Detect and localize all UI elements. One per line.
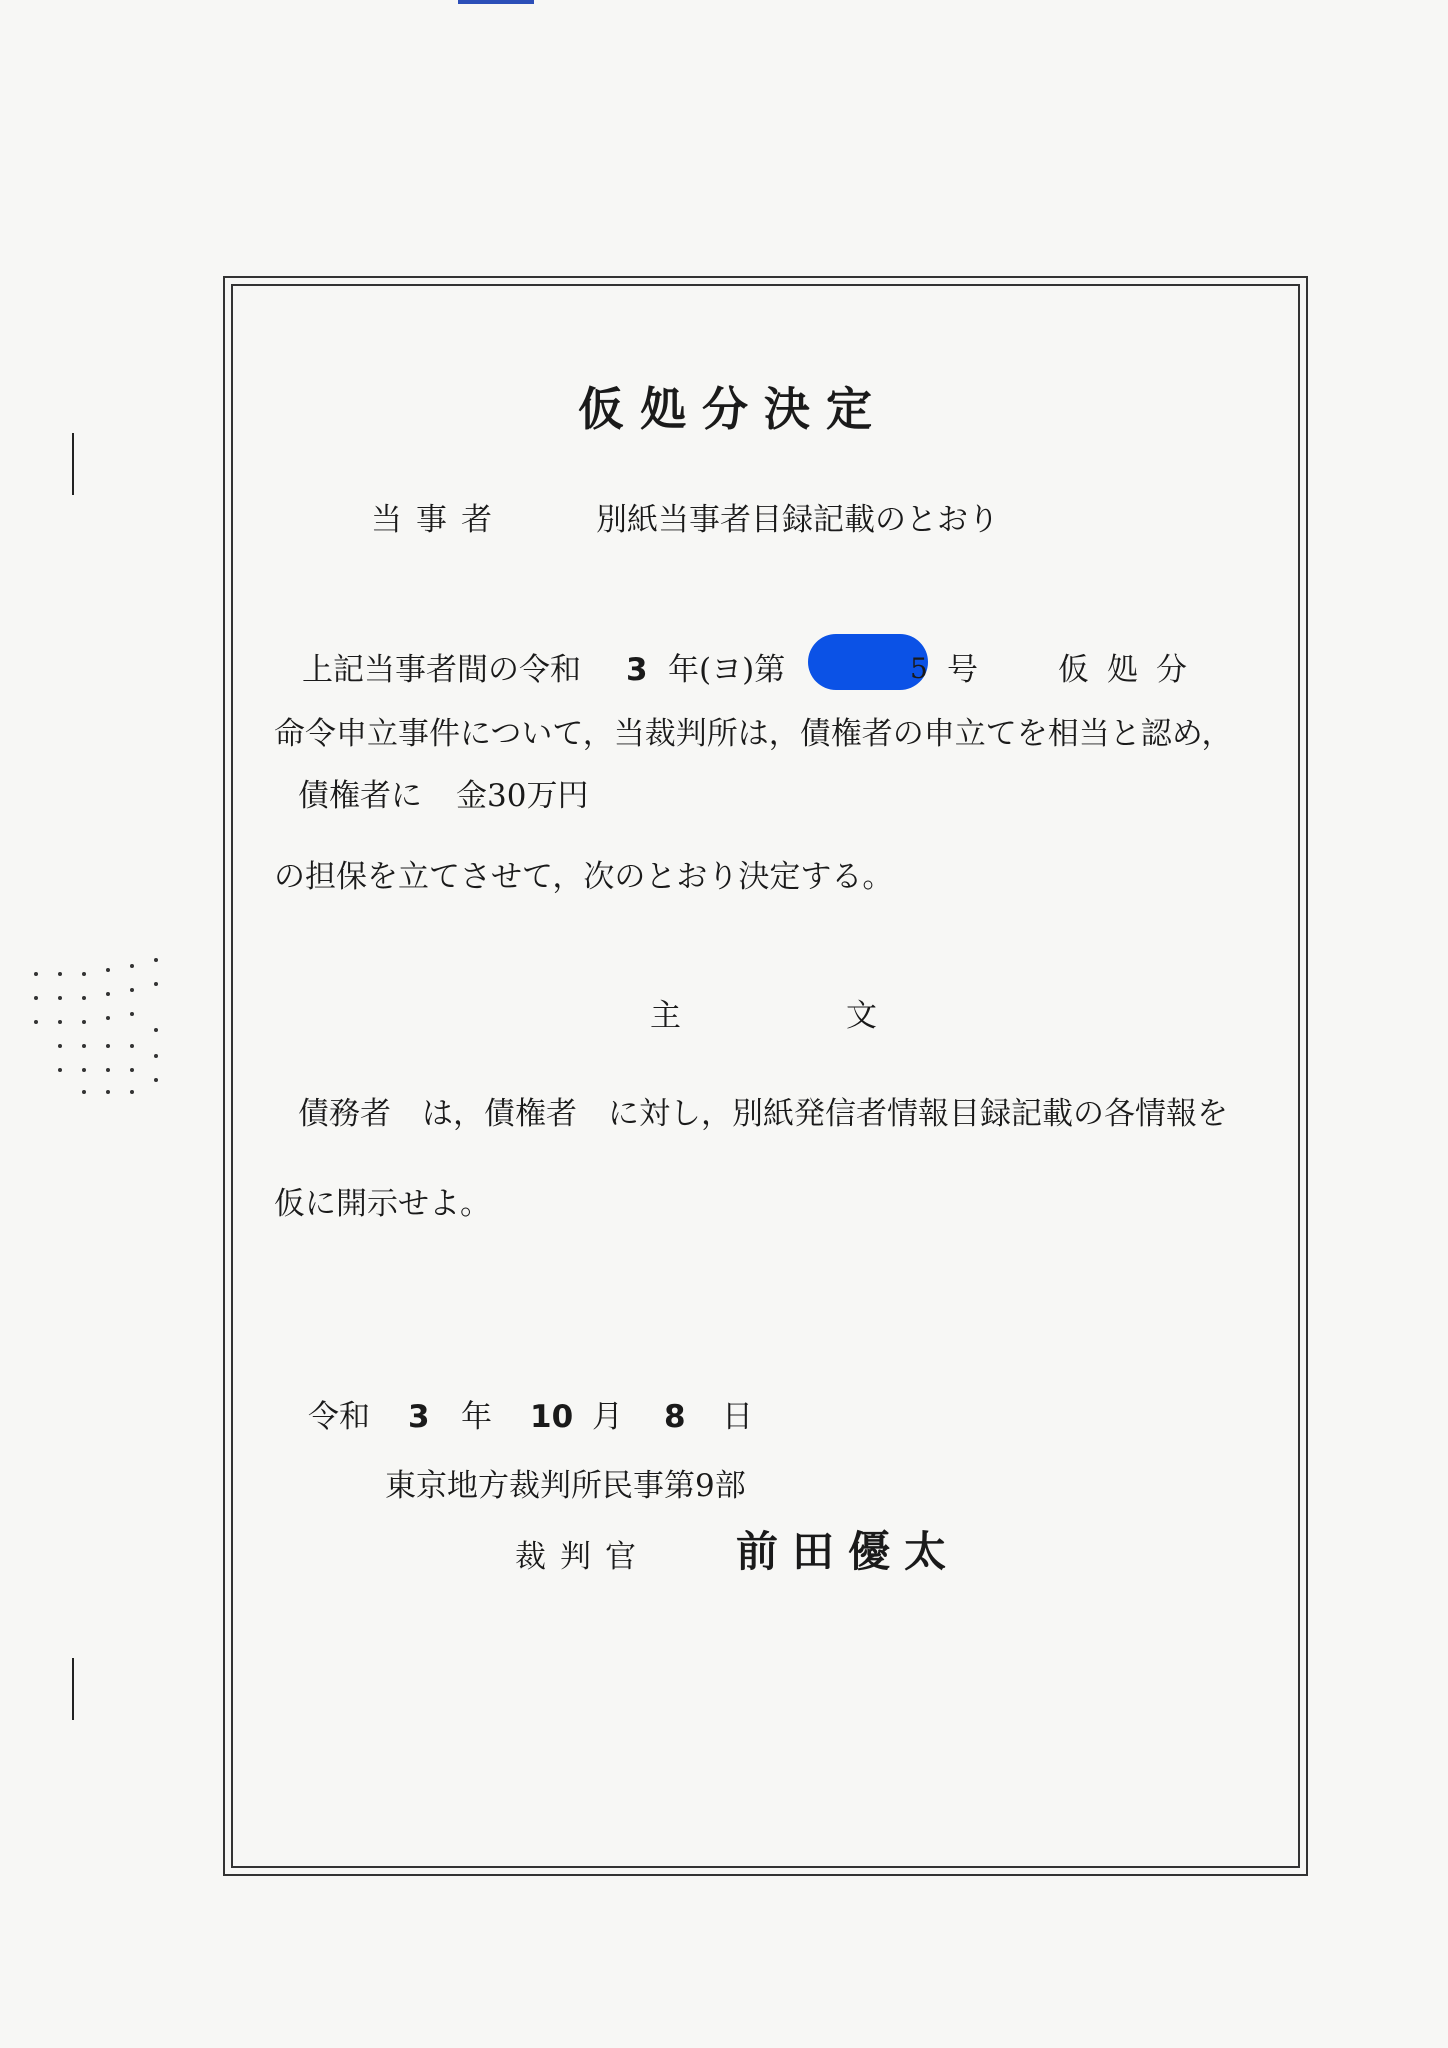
date-day: 8 xyxy=(664,1399,686,1435)
date-month: 10 xyxy=(530,1399,574,1435)
parties-label: 当事者 xyxy=(371,502,506,538)
top-blue-mark xyxy=(458,0,534,4)
parties-value: 別紙当事者目録記載のとおり xyxy=(596,502,999,538)
punch-hole-dots xyxy=(22,948,172,1108)
date-year: 3 xyxy=(408,1399,430,1435)
security-payer: 債権者に xyxy=(298,778,422,814)
judge-label: 裁判官 xyxy=(515,1539,650,1575)
main-text-heading: 主 xyxy=(650,998,681,1034)
case-intro: 上記当事者間の令和 xyxy=(302,652,581,688)
date-day-unit: 日 xyxy=(722,1399,753,1435)
body-line: 命令申立事件について，当裁判所は，債権者の申立てを相当と認め， xyxy=(274,716,1233,752)
case-kind: 仮処分 xyxy=(1058,652,1205,688)
order-line: 仮に開示せよ。 xyxy=(274,1186,491,1222)
date-month-unit: 月 xyxy=(592,1399,623,1435)
order-line: 債務者 は，債権者 に対し，別紙発信者情報目録記載の各情報を xyxy=(298,1096,1228,1132)
binding-mark-bottom xyxy=(72,1658,74,1720)
security-amount: 金30万円 xyxy=(456,778,589,814)
date-era: 令和 xyxy=(308,1399,370,1435)
date-year-unit: 年 xyxy=(461,1399,492,1435)
main-text-heading: 文 xyxy=(846,998,877,1034)
case-year: 3 xyxy=(626,652,648,688)
judge-name: 前田優太 xyxy=(736,1527,961,1576)
body-line: の担保を立てさせて，次のとおり決定する。 xyxy=(274,859,894,895)
case-type: 年(ヨ)第 xyxy=(668,652,786,688)
case-number-suffix: 号 xyxy=(947,652,978,688)
document-title: 仮処分決定 xyxy=(578,382,888,436)
binding-mark-top xyxy=(72,433,74,495)
case-number-visible-tail: 5 xyxy=(910,652,928,685)
court-name: 東京地方裁判所民事第9部 xyxy=(385,1468,746,1504)
